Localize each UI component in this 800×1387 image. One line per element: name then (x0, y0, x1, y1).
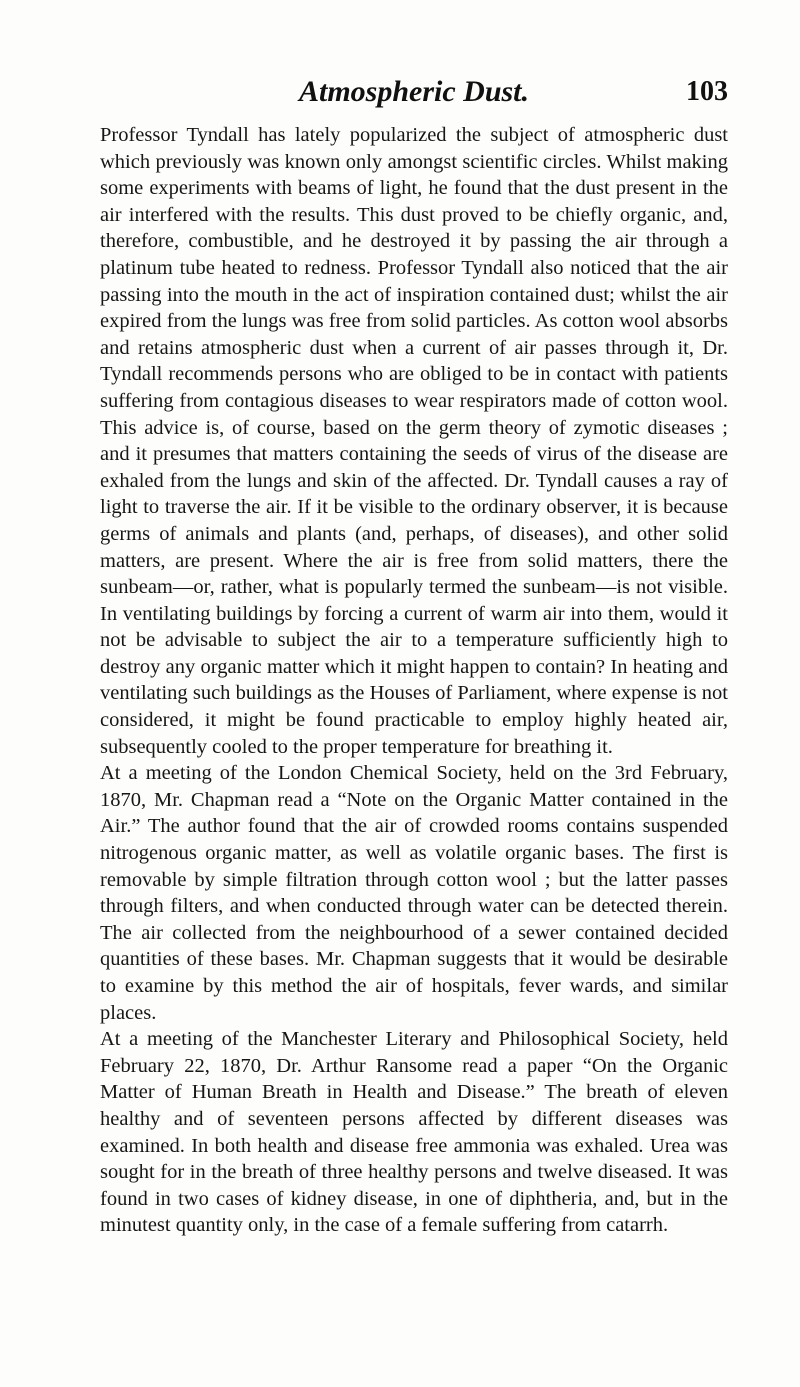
body-text (100, 122, 728, 1239)
paragraph-tyndall-dust: Professor Tyndall has lately popularized the subject of atmospheric dust which previously was known only amongst scientific circles. Whilst making some experiments with beams of light, he found that the dust present in the air interfered with the results. This dust proved to be chiefly organic, and, therefore, combustible, and he destroyed it by passing the air through a platinum tube heated to redness. Professor Tyndall also noticed that the air passing into the mouth in the act of inspiration contained dust; whilst the air expired from the lungs was free from solid particles. As cotton wool absorbs and retains atmospheric dust when a current of air passes through it, Dr. Tyndall recommends persons who are obliged to be in contact with patients suffering from contagious diseases to wear respirators made of cotton wool. This advice is, of course, based on the germ theory of zymotic diseases ; and it presumes that matters containing the seeds of virus of the disease are exhaled from the lungs and skin of the affected. Dr. Tyndall causes a ray of light to traverse the air. If it be visible to the ordinary observer, it is because germs of animals and plants (and, perhaps, of diseases), and other solid matters, are present. Where the air is free from solid matters, there the sunbeam—or, rather, what is popularly termed the sunbeam—is not visible. In ventilating buildings by forcing a current of warm air into them, would it not be advisable to subject the air to a temperature sufficiently high to destroy any organic matter which it might happen to contain? In heating and ventilating such buildings as the Houses of Parliament, where expense is not considered, it might be found practicable to employ highly heated air, subsequently cooled to the proper temperature for breathing it. (100, 124, 728, 758)
running-title: Atmospheric Dust. (298, 75, 530, 108)
paragraph-chapman-note: At a meeting of the London Chemical Society, held on the 3rd February, 1870, Mr. Chapman read a “Note on the Organic Matter contained in the Air.” The author found that the air of crowded rooms contains suspended nitrogenous organic matter, as well as volatile organic bases. The first is removable by simple filtration through cotton wool ; but the latter passes through filters, and when conducted through water can be detected therein. The air collected from the neighbourhood of a sewer contained decided quantities of these bases. Mr. Chapman suggests that it would be desirable to examine by this method the air of hospitals, fever wards, and similar places. (100, 762, 728, 1024)
running-head (100, 72, 728, 112)
page-number: 103 (686, 76, 728, 107)
paragraph-ransome-breath: At a meeting of the Manchester Literary and Philosophical Society, held February 22, 1870, Dr. Arthur Ransome read a paper “On the Organic Matter of Human Breath in Health and Disease.” The breath of eleven healthy and of seventeen persons affected by different diseases was examined. In both health and disease free ammonia was exhaled. Urea was sought for in the breath of three healthy persons and twelve diseased. It was found in two cases of kidney disease, in one of diphtheria, and, but in the minutest quantity only, in the case of a female suffering from catarrh. (100, 1028, 728, 1237)
